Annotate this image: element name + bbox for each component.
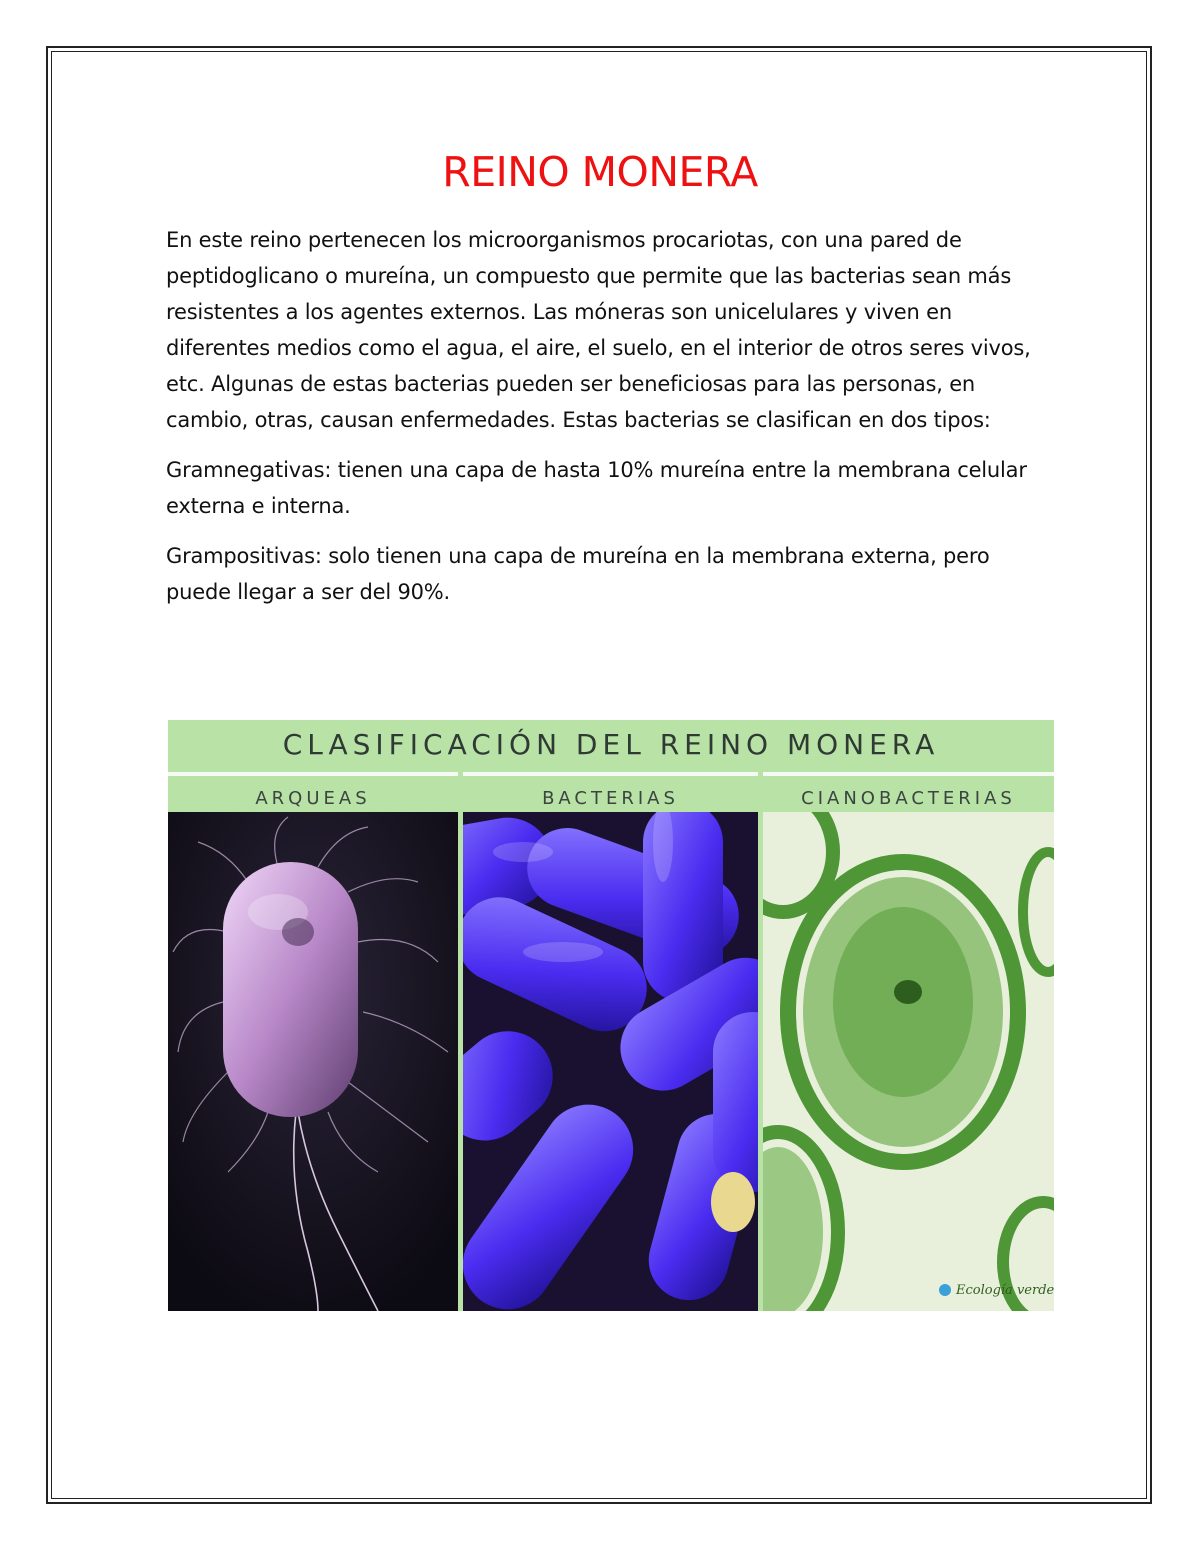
document-title: REINO MONERA (442, 148, 758, 196)
cianobacterias-micrograph (763, 812, 1054, 1311)
column-divider-1 (458, 770, 463, 1311)
column-divider-2 (758, 770, 763, 1311)
grampositivas-paragraph: Grampositivas: solo tienen una capa de mureína en la membrana externa, pero puede llegar a ser del 90%. (166, 544, 990, 604)
document-body (166, 222, 1051, 624)
bacterias-micrograph (463, 812, 758, 1311)
intro-paragraph: En este reino pertenecen los microorganismos procariotas, con una pared de peptidoglicano o mureína, un compuesto que permite que las bacterias sean más resistentes a los agentes externos. Las móneras son unicelulares y viven en diferentes medios como el agua, el aire, el suelo, en el interior de otros seres vivos, etc. Algunas de estas bacterias pueden ser beneficiosas para las personas, en cambio, otras, causan enfermedades. Estas bacterias se clasifican en dos tipos: (166, 228, 1031, 432)
gramnegativas-paragraph: Gramnegativas: tienen una capa de hasta 10% mureína entre la membrana celular externa e interna. (166, 458, 1027, 518)
column-label-cianobacterias: CIANOBACTERIAS (801, 788, 1016, 809)
column-label-arqueas: ARQUEAS (255, 788, 371, 809)
ecologia-verde-watermark: Ecología verde (956, 1283, 1054, 1298)
water-drop-icon (939, 1284, 951, 1296)
infographic-title: CLASIFICACIÓN DEL REINO MONERA (282, 728, 940, 761)
arqueas-micrograph (168, 812, 458, 1311)
classification-infographic (168, 720, 1054, 1311)
column-label-bacterias: BACTERIAS (542, 788, 679, 809)
